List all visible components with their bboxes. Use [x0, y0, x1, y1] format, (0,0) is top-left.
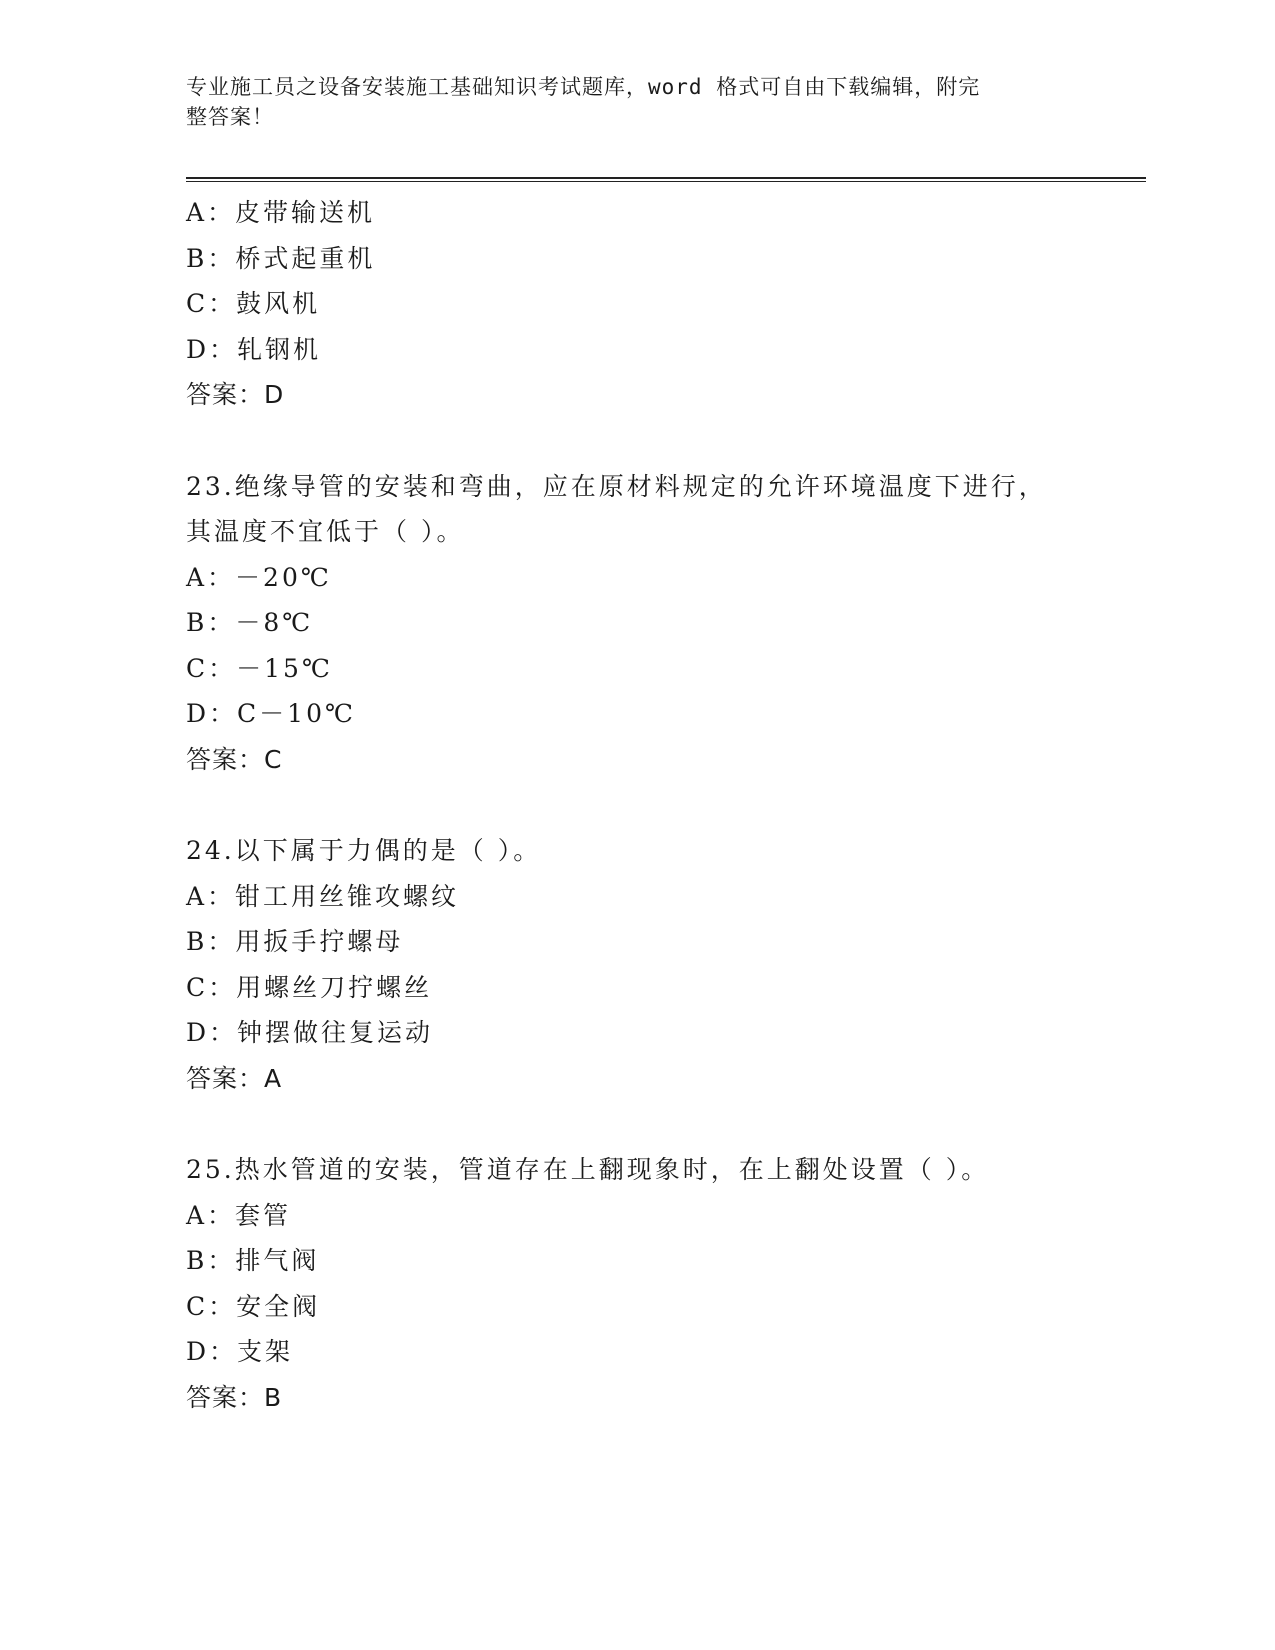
- answer: 答案：B: [186, 1382, 283, 1412]
- answer: 答案：C: [186, 744, 283, 774]
- option-a: A：套管: [186, 1200, 292, 1230]
- option-a: A：－20℃: [186, 562, 332, 592]
- option-c: C：－15℃: [186, 653, 333, 683]
- answer: 答案：A: [186, 1063, 283, 1093]
- question-text: 25.热水管道的安装，管道存在上翻现象时，在上翻处设置（ ）。: [186, 1155, 990, 1184]
- option-d: D：钟摆做往复运动: [186, 1018, 434, 1047]
- option-c: C：安全阀: [186, 1291, 321, 1321]
- option-b: B：桥式起重机: [186, 243, 376, 273]
- answer: 答案：D: [186, 380, 285, 409]
- header-divider: [186, 177, 1146, 182]
- question-text: 24.以下属于力偶的是（ ）。: [186, 836, 542, 865]
- option-c: C：用螺丝刀拧螺丝: [186, 972, 433, 1002]
- option-d: D：轧钢机: [186, 334, 322, 364]
- header-line-2: 整答案！: [186, 105, 274, 129]
- option-d: D：C－10℃: [186, 699, 356, 728]
- question-fragment: [186, 190, 1146, 418]
- question-23: [186, 464, 1146, 783]
- option-a: A：钳工用丝锥攻螺纹: [186, 881, 460, 911]
- question-24: [186, 828, 1146, 1101]
- option-b: B：排气阀: [186, 1246, 320, 1275]
- spacer: [186, 782, 1146, 828]
- option-c: C：鼓风机: [186, 289, 321, 318]
- question-list: [186, 190, 1146, 1420]
- question-text-line-1: 23.绝缘导管的安装和弯曲，应在原材料规定的允许环境温度下进行，: [186, 471, 1047, 501]
- option-a: A：皮带输送机: [186, 198, 376, 227]
- header-line-1: 专业施工员之设备安装施工基础知识考试题库，word 格式可自由下载编辑，附完: [186, 75, 981, 99]
- page-header: [186, 72, 1066, 132]
- option-b: B：用扳手拧螺母: [186, 927, 404, 956]
- question-25: [186, 1147, 1146, 1420]
- option-b: B：－8℃: [186, 608, 314, 637]
- spacer: [186, 418, 1146, 464]
- spacer: [186, 1101, 1146, 1147]
- question-text-line-2: 其温度不宜低于（ ）。: [186, 517, 465, 546]
- option-d: D：支架: [186, 1337, 294, 1366]
